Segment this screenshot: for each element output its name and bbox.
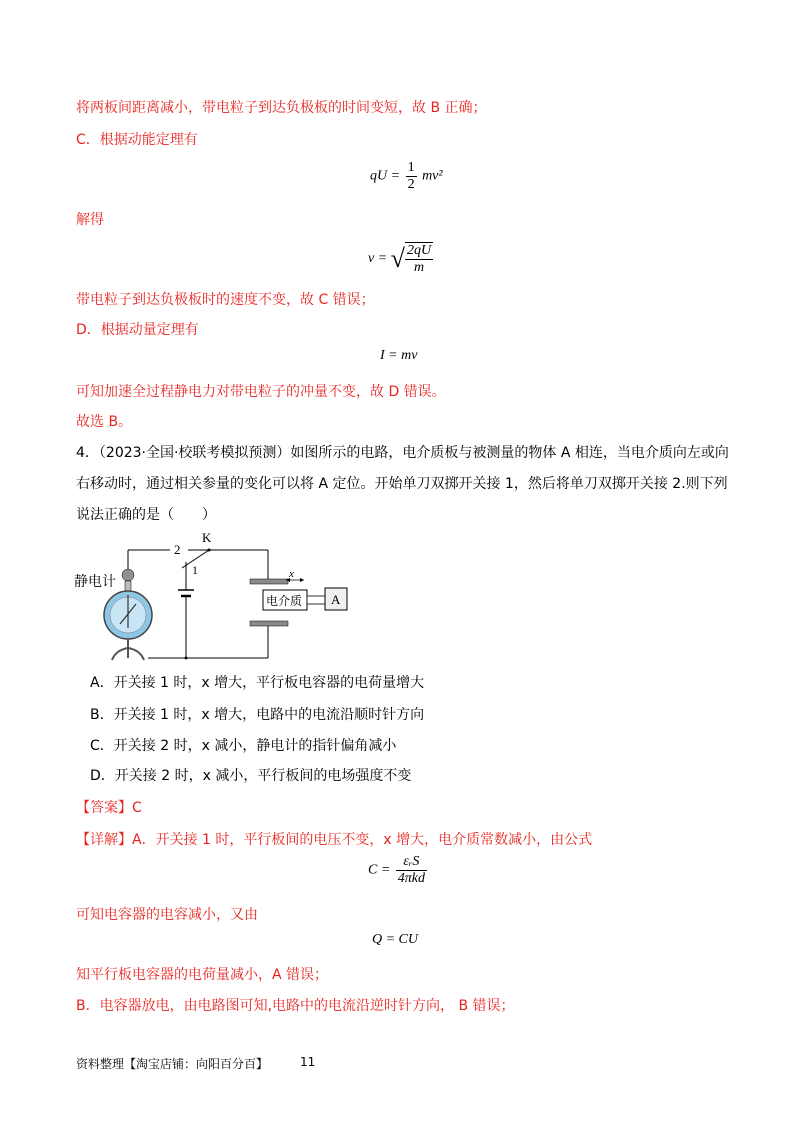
text-line: 解得 <box>76 212 104 228</box>
option-d: D．开关接 2 时，x 减小，平行板间的电场强度不变 <box>90 768 412 784</box>
option-a: A．开关接 1 时，x 增大，平行板电容器的电荷量增大 <box>90 675 425 691</box>
text-line: 将两板间距离减小，带电粒子到达负极板的时间变短，故 B 正确； <box>76 100 487 116</box>
detail-text: A．开关接 1 时，平行板间的电压不变，x 增大，电介质常数减小，由公式 <box>132 832 593 848</box>
connecting-rod <box>307 596 325 604</box>
text-line: 带电粒子到达负极板时的速度不变，故 C 错误； <box>76 292 375 308</box>
option-c: C．开关接 2 时，x 减小，静电计的指针偏角减小 <box>90 738 397 754</box>
question-text: 说法正确的是（ ） <box>76 507 216 523</box>
detail-tag: 【详解】 <box>76 832 132 848</box>
detail-line <box>76 830 592 850</box>
text-line: 可知加速全过程静电力对带电粒子的冲量不变，故 D 错误。 <box>76 384 446 400</box>
formula-kinetic-energy: qU = $\frac{1}{2}$ mv² <box>370 160 443 192</box>
text-line: 故选 B。 <box>76 414 133 430</box>
text-line: C．根据动能定理有 <box>76 132 198 148</box>
displacement-x-label: x <box>289 568 294 580</box>
question-text: 4．（2023·全国·校联考模拟预测）如图所示的电路，电介质板与被测量的物体 A 相连，当电介质向左或向 <box>76 445 729 461</box>
text-line: 知平行板电容器的电荷量减小，A 错误； <box>76 967 329 983</box>
electrometer-label: 静电计 <box>74 574 116 590</box>
footer-text: 资料整理【淘宝店铺：向阳百分百】 <box>76 1057 269 1071</box>
page-number: 11 <box>300 1055 316 1069</box>
switch-contact-1-label: 1 <box>192 563 198 577</box>
text-line: 可知电容器的电容减小，又由 <box>76 907 258 923</box>
formula-impulse: I = mv <box>380 348 418 363</box>
formula-charge: Q = CU <box>372 932 419 947</box>
junction <box>185 657 188 660</box>
circuit-diagram <box>70 530 360 665</box>
dielectric-label: 电介质 <box>266 594 303 608</box>
option-b: B．开关接 1 时，x 增大，电路中的电流沿顺时针方向 <box>90 707 425 723</box>
electrometer-knob <box>122 569 134 581</box>
formula-velocity: v = √ $\frac{2qU}{m}$ <box>368 243 432 275</box>
capacitor-top-plate <box>250 579 288 584</box>
text-line: D．根据动量定理有 <box>76 322 199 338</box>
question-text: 右移动时，通过相关参量的变化可以将 A 定位。开始单刀双掷开关接 1，然后将单刀双掷开关接 2.则下列 <box>76 476 728 492</box>
object-a-label: A <box>331 592 341 607</box>
switch-contact-2-label: 2 <box>174 542 181 557</box>
capacitor-bottom-plate <box>250 621 288 626</box>
answer-line: 【答案】C <box>76 800 142 816</box>
text-line: B．电容器放电，由电路图可知,电路中的电流沿逆时针方向， B 错误； <box>76 998 515 1014</box>
switch-k-label: K <box>202 530 212 545</box>
formula-capacitance: C = $\frac{\text{εᵣS}}{\text{4πkd}}$ <box>368 854 426 886</box>
